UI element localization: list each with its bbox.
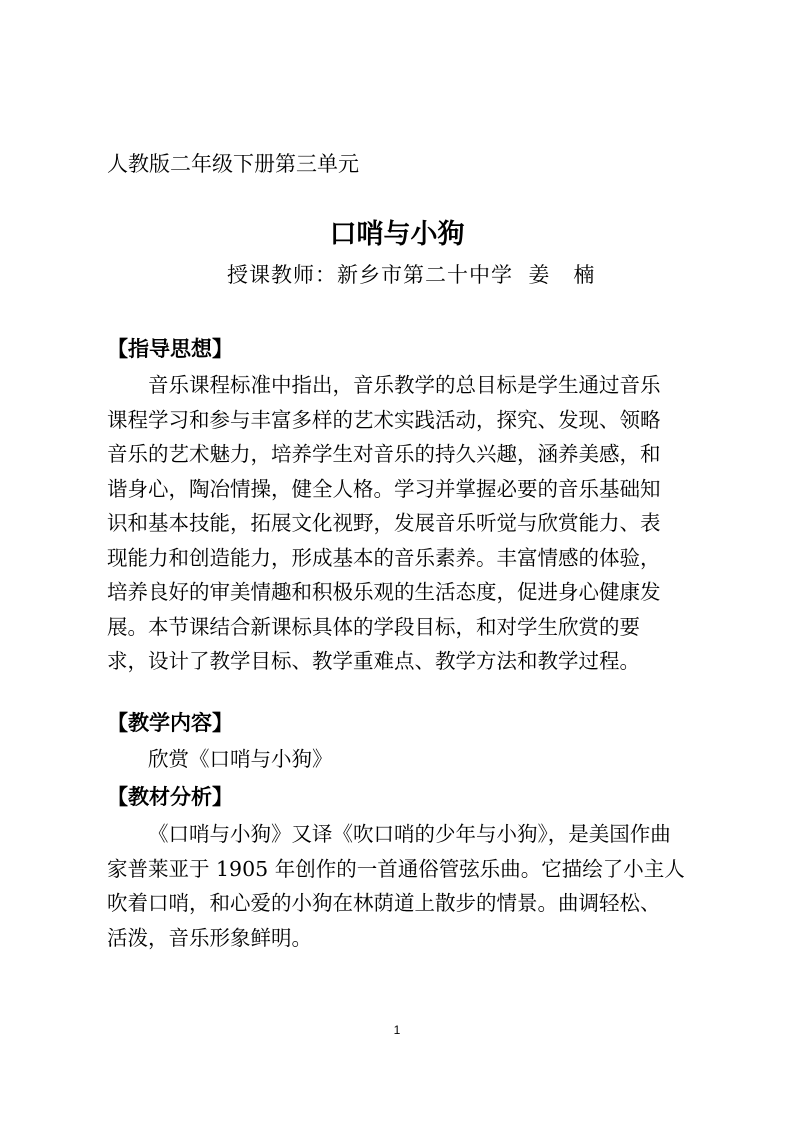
- teaching-content-text: 欣赏《口哨与小狗》: [148, 747, 333, 771]
- paragraph-line: 培养良好的审美情趣和积极乐观的生活态度，促进身心健康发: [107, 580, 661, 604]
- lesson-title: 口哨与小狗: [329, 219, 465, 250]
- paragraph-line: 音乐的艺术魅力，培养学生对音乐的持久兴趣，涵养美感，和: [107, 442, 661, 466]
- paragraph-line: 展。本节课结合新课标具体的学段目标，和对学生欣赏的要: [107, 614, 640, 639]
- heading-guiding-thought: 【指导思想】: [107, 337, 233, 361]
- paragraph-line: 求，设计了教学目标、教学重难点、教学方法和教学过程。: [107, 649, 640, 673]
- teacher-line: 授课教师：新乡市第二十中学 姜 楠: [227, 263, 596, 287]
- paragraph-line: 识和基本技能，拓展文化视野，发展音乐听觉与欣赏能力、表: [107, 511, 661, 535]
- paragraph-line: 吹着口哨，和心爱的小狗在林荫道上散步的情景。曲调轻松、: [107, 891, 661, 915]
- paragraph-line: 音乐课程标准中指出，音乐教学的总目标是学生通过音乐: [148, 373, 661, 397]
- paragraph-material-analysis: [107, 817, 697, 955]
- paragraph-line: 活泼，音乐形象鲜明。: [107, 925, 312, 950]
- paragraph-line: 课程学习和参与丰富多样的艺术实践活动，探究、发现、领略: [107, 407, 661, 432]
- paragraph-line: 《口哨与小狗》又译《吹口哨的少年与小狗》，是美国作曲: [148, 822, 671, 846]
- paragraph-line: 谐身心，陶冶情操，健全人格。学习并掌握必要的音乐基础知: [107, 476, 661, 501]
- heading-teaching-content: 【教学内容】: [107, 711, 233, 735]
- paragraph-line: 现能力和创造能力，形成基本的音乐素养。丰富情感的体验，: [107, 545, 661, 570]
- heading-material-analysis: 【教材分析】: [107, 785, 233, 809]
- paragraph-line: 家普莱亚于 1905 年创作的一首通俗管弦乐曲。它描绘了小主人: [107, 856, 685, 881]
- unit-line: 人教版二年级下册第三单元: [107, 152, 359, 176]
- page-number: 1: [393, 1023, 401, 1037]
- paragraph-guiding-thought: [107, 368, 697, 679]
